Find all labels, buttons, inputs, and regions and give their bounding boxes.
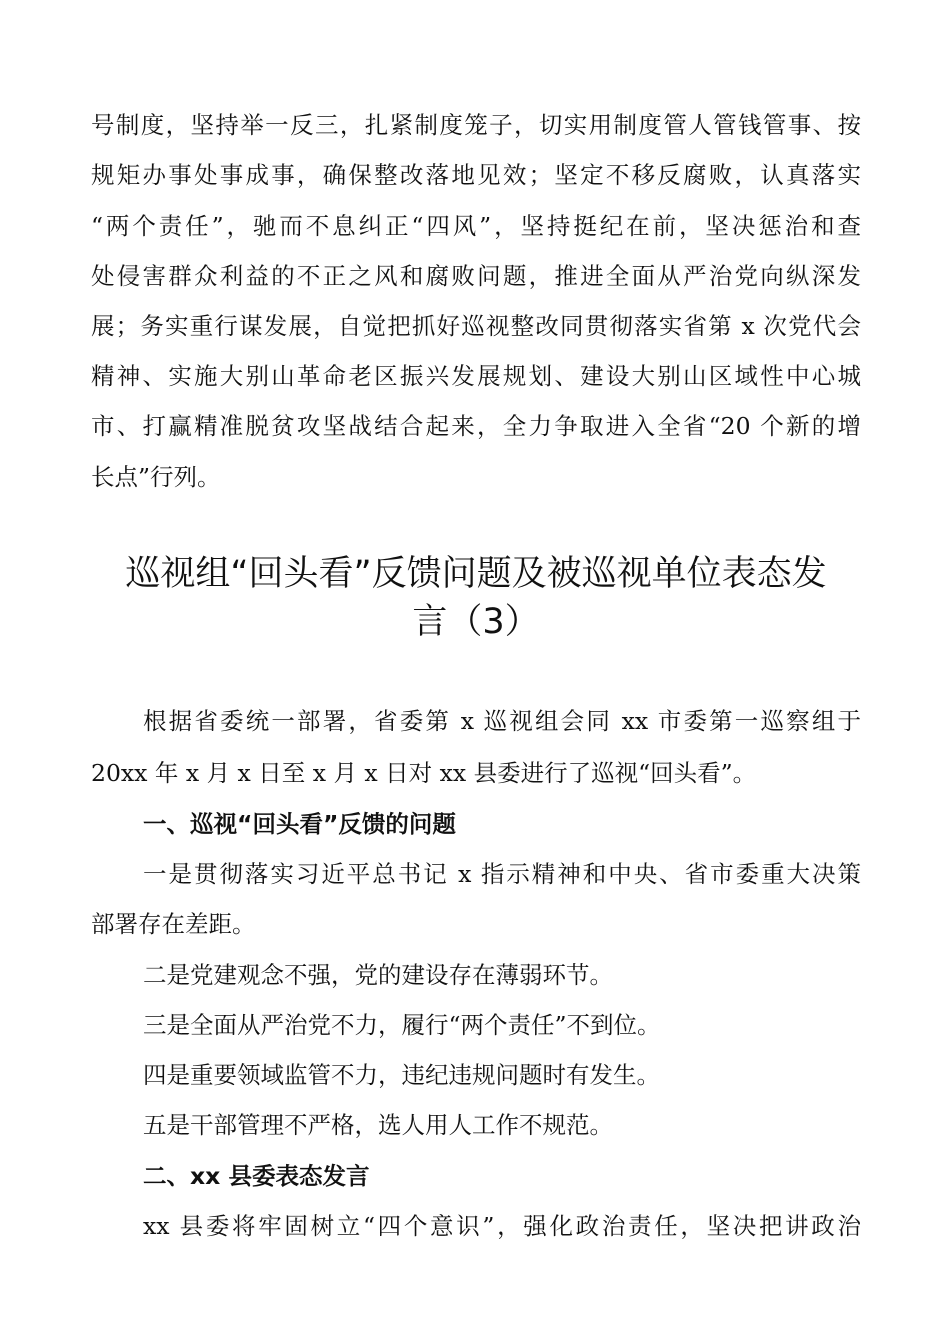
- intro-line: 根据省委统一部署，省委第 x 巡视组会同 xx 市委第一巡察组于: [143, 707, 861, 735]
- problem-item: 一是贯彻落实习近平总书记 x 指示精神和中央、省市委重大决策: [143, 860, 861, 888]
- section-heading-statement: 二、xx 县委表态发言: [143, 1162, 370, 1190]
- paragraph-line: 处侵害群众利益的不正之风和腐败问题，推进全面从严治党向纵深发: [91, 262, 861, 290]
- problem-item: 四是重要领域监管不力，违纪违规问题时有发生。: [143, 1061, 660, 1089]
- paragraph-line: 长点”行列。: [91, 463, 221, 491]
- paragraph-line: 市、打赢精准脱贫攻坚战结合起来，全力争取进入全省“20 个新的增: [91, 412, 861, 440]
- problem-item-continuation: 部署存在差距。: [91, 910, 256, 938]
- problem-item: 五是干部管理不严格，选人用人工作不规范。: [143, 1111, 613, 1139]
- paragraph-line: 规矩办事处事成事，确保整改落地见效；坚定不移反腐败，认真落实: [91, 161, 861, 189]
- paragraph-line: 精神、实施大别山革命老区振兴发展规划、建设大别山区域性中心城: [91, 362, 861, 390]
- statement-line: xx 县委将牢固树立“四个意识”，强化政治责任，坚决把讲政治: [143, 1212, 861, 1240]
- document-title-line-2: 言（3）: [412, 602, 540, 642]
- paragraph-line: “两个责任”，驰而不息纠正“四风”，坚持挺纪在前，坚决惩治和查: [91, 212, 861, 240]
- problem-item: 二是党建观念不强，党的建设存在薄弱环节。: [143, 961, 613, 989]
- paragraph-line: 展；务实重行谋发展，自觉把抓好巡视整改同贯彻落实省第 x 次党代会: [91, 312, 861, 340]
- paragraph-line: 号制度，坚持举一反三，扎紧制度笼子，切实用制度管人管钱管事、按: [91, 111, 861, 139]
- intro-line: 20xx 年 x 月 x 日至 x 月 x 日对 xx 县委进行了巡视“回头看”。: [91, 759, 757, 787]
- section-heading-problems: 一、巡视“回头看”反馈的问题: [143, 810, 456, 838]
- problem-item: 三是全面从严治党不力，履行“两个责任”不到位。: [143, 1011, 661, 1039]
- document-title-line-1: 巡视组“回头看”反馈问题及被巡视单位表态发: [125, 554, 827, 594]
